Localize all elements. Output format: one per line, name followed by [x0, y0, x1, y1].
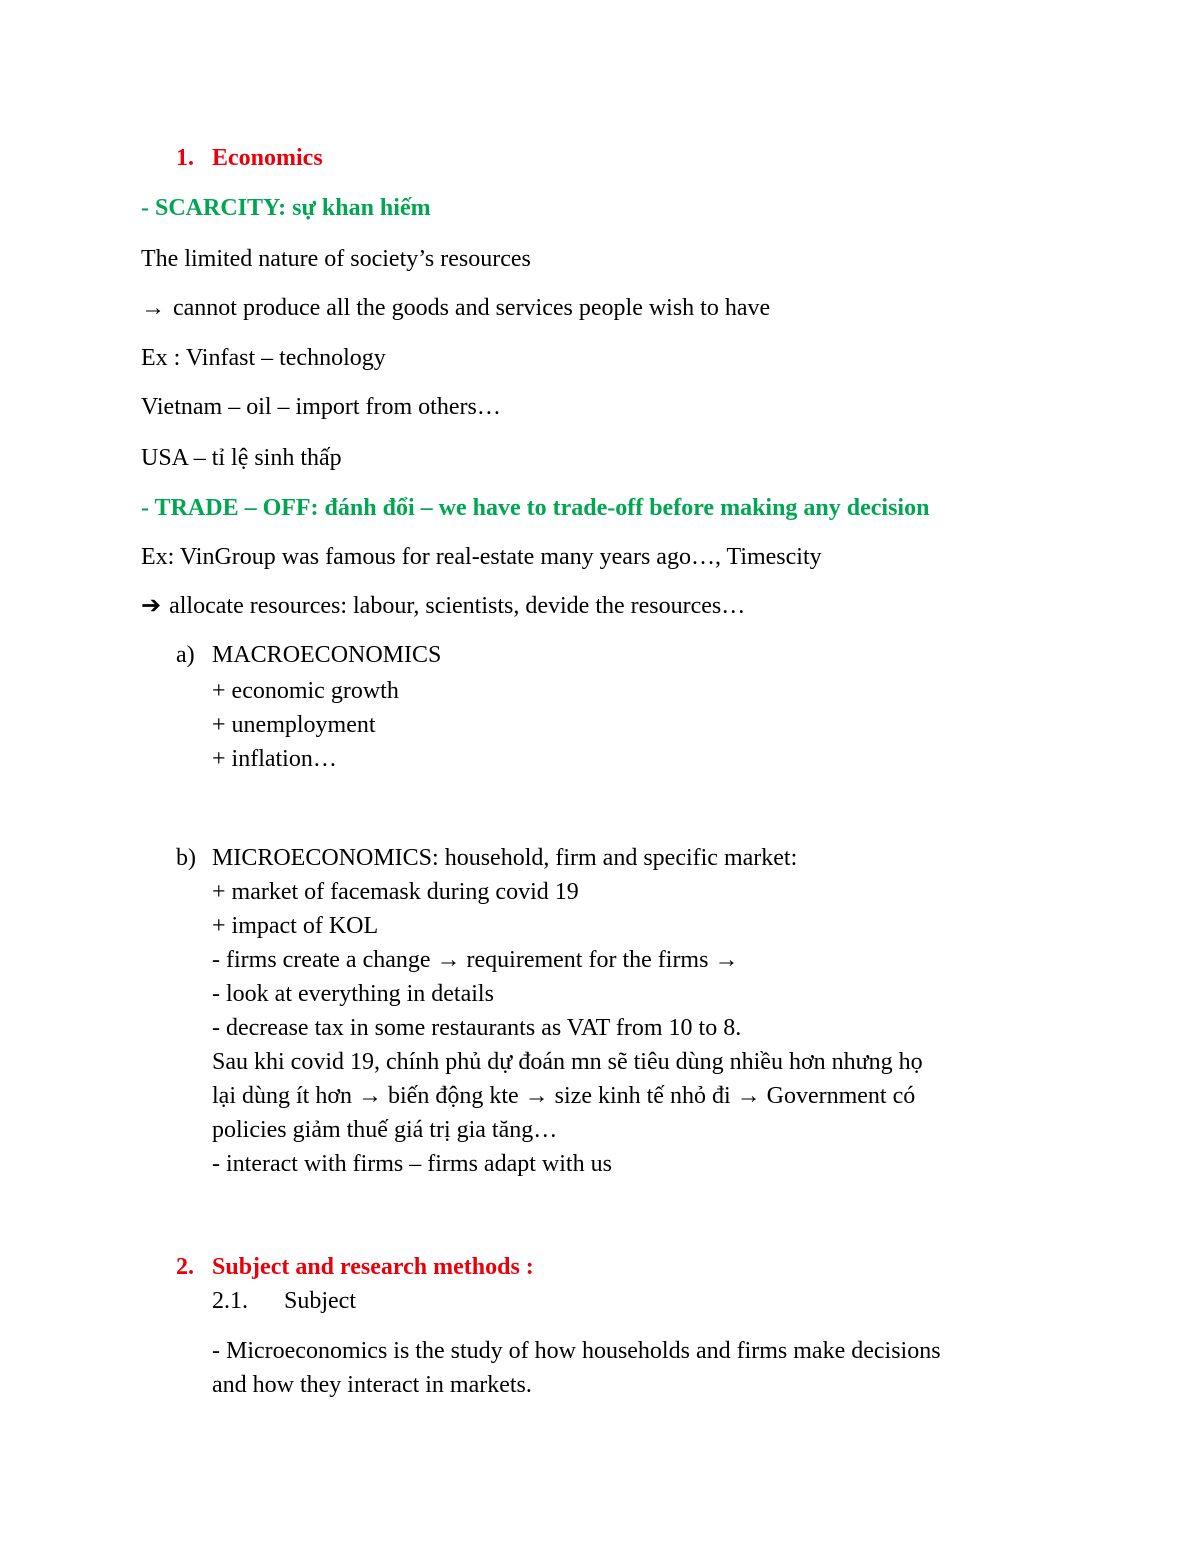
micro-item: + impact of KOL: [212, 913, 379, 939]
micro-vietnamese-note: Sau khi covid 19, chính phủ dự đoán mn sẽ tiêu dùng nhiều hơn nhưng họ: [212, 1049, 923, 1075]
micro-label: b): [176, 845, 196, 871]
micro-item-text: requirement for the firms: [466, 947, 709, 973]
scarcity-consequence-text: cannot produce all the goods and services people wish to have: [173, 295, 771, 321]
micro-item: - interact with firms – firms adapt with us: [212, 1151, 612, 1177]
subsection-2-1-heading: [212, 1286, 356, 1316]
bold-arrow-right-icon: ➔: [141, 593, 162, 619]
example-vietnam: Vietnam – oil – import from others…: [141, 394, 501, 420]
arrow-right-icon: →: [141, 295, 165, 321]
tradeoff-example: Ex: VinGroup was famous for real-estate many years ago…, Timescity: [141, 544, 822, 570]
section-2-number: 2.: [176, 1254, 194, 1280]
note-text: biến động kte: [388, 1083, 519, 1109]
scarcity-definition: The limited nature of society’s resources: [141, 246, 531, 272]
macro-label: a): [176, 642, 195, 668]
arrow-right-icon: →: [714, 947, 739, 973]
micro-item: - look at everything in details: [212, 981, 494, 1007]
arrow-right-icon: →: [358, 1083, 383, 1109]
micro-vietnamese-note: policies giảm thuế giá trị gia tăng…: [212, 1117, 558, 1143]
note-text: Government có: [766, 1083, 916, 1109]
section-2-title: Subject and research methods :: [212, 1254, 534, 1280]
micro-item-firms-change: [212, 945, 738, 975]
micro-title: MICROECONOMICS: household, firm and specific market:: [212, 845, 798, 871]
scarcity-consequence: [141, 293, 770, 323]
subsection-number: 2.1.: [212, 1288, 248, 1314]
macro-item: + inflation…: [212, 746, 337, 772]
example-usa: USA – tỉ lệ sinh thấp: [141, 445, 342, 471]
tradeoff-consequence-text: allocate resources: labour, scientists, devide the resources…: [169, 593, 746, 619]
note-text: size kinh tế nhỏ đi: [554, 1083, 731, 1109]
micro-vietnamese-note: [212, 1081, 915, 1111]
tradeoff-consequence: [141, 591, 745, 621]
micro-item: + market of facemask during covid 19: [212, 879, 579, 905]
section-1-number: 1.: [176, 145, 194, 171]
micro-item: - decrease tax in some restaurants as VAT from 10 to 8.: [212, 1015, 742, 1041]
arrow-right-icon: →: [736, 1083, 761, 1109]
section-2-heading: [176, 1252, 534, 1282]
section-1-heading: [176, 143, 323, 173]
example-vinfast: Ex : Vinfast – technology: [141, 345, 386, 371]
macro-item: + unemployment: [212, 712, 376, 738]
subsection-title: Subject: [284, 1288, 356, 1314]
arrow-right-icon: →: [436, 947, 461, 973]
microeconomics-definition: and how they interact in markets.: [212, 1372, 532, 1398]
micro-item-text: - firms create a change: [212, 947, 431, 973]
scarcity-heading: - SCARCITY: sự khan hiếm: [141, 195, 431, 221]
microeconomics-definition: - Microeconomics is the study of how households and firms make decisions: [212, 1338, 941, 1364]
tradeoff-heading: - TRADE – OFF: đánh đổi – we have to trade-off before making any decision: [141, 495, 930, 521]
macro-title: MACROECONOMICS: [212, 642, 442, 668]
section-1-title: Economics: [212, 145, 323, 171]
macro-item: + economic growth: [212, 678, 399, 704]
arrow-right-icon: →: [524, 1083, 549, 1109]
note-text: lại dùng ít hơn: [212, 1083, 353, 1109]
